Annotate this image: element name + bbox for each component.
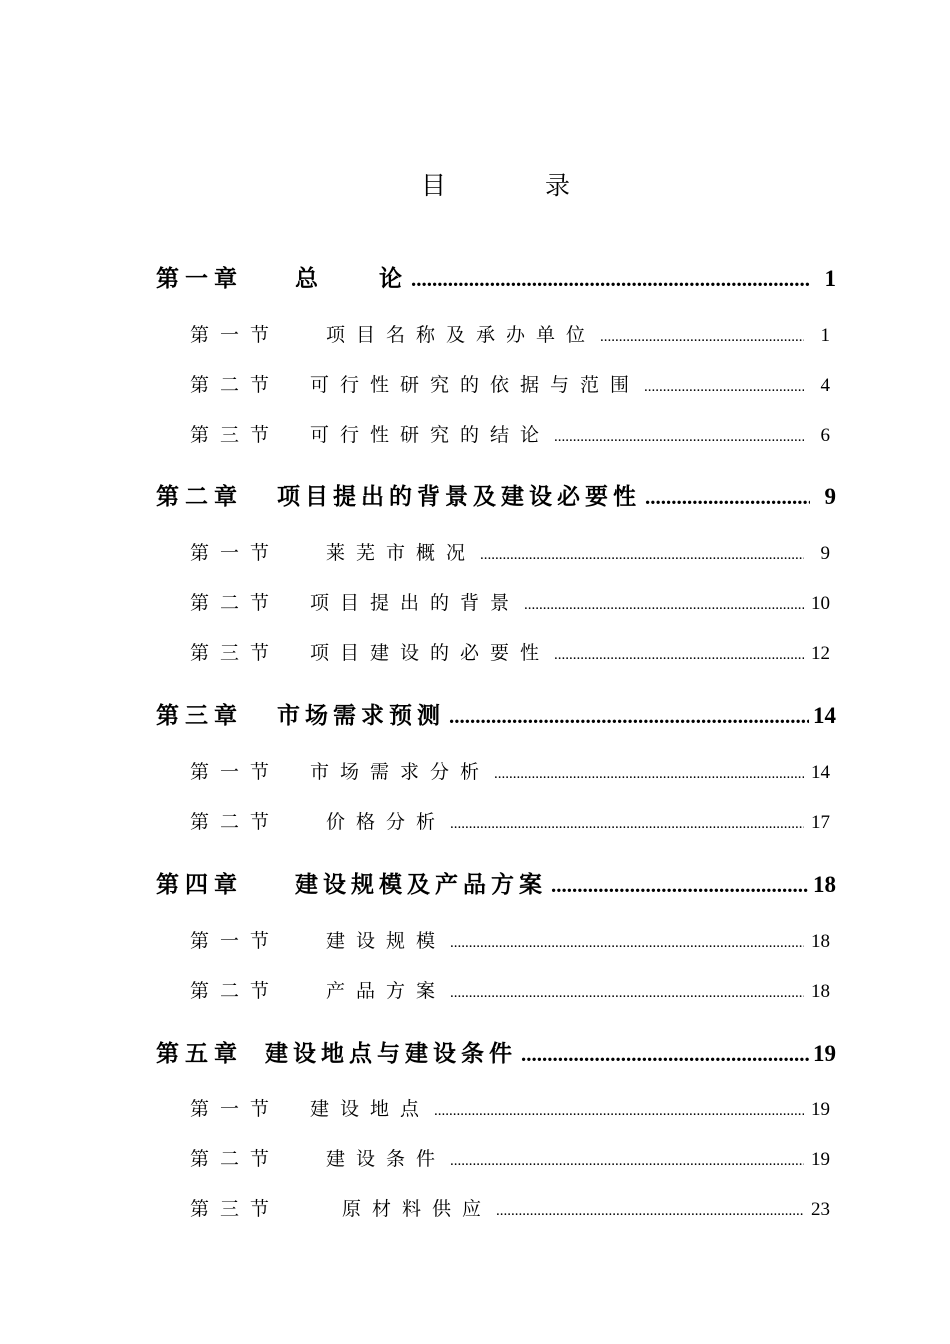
toc-section-2-3[interactable] <box>190 638 830 668</box>
section-number: 第三节 <box>190 424 281 446</box>
chapter-title: 项目提出的背景及建设必要性 <box>277 484 641 510</box>
page-number: 18 <box>813 872 836 897</box>
leader-dots <box>644 379 804 396</box>
section-number: 第一节 <box>190 1098 281 1120</box>
page-number: 19 <box>811 1099 830 1120</box>
leader-dots <box>450 816 804 833</box>
section-number: 第一节 <box>190 761 281 783</box>
section-title: 可行性研究的结论 <box>310 424 551 446</box>
chapter-number: 第四章 <box>156 872 243 898</box>
section-title: 建设条件 <box>326 1148 447 1170</box>
chapter-title: 市场需求预测 <box>277 703 445 729</box>
section-title: 项目名称及承办单位 <box>326 324 597 346</box>
toc-chapter-5[interactable] <box>156 1035 836 1069</box>
section-number: 第三节 <box>190 1198 281 1220</box>
page-number: 14 <box>811 762 830 783</box>
page-number: 12 <box>811 643 830 664</box>
section-title: 市场需求分析 <box>310 761 491 783</box>
leader-dots <box>645 485 810 510</box>
toc-section-1-1[interactable] <box>190 320 830 350</box>
leader-dots <box>494 766 804 783</box>
chapter-title: 总 论 <box>295 266 407 292</box>
toc-chapter-4[interactable] <box>156 866 836 900</box>
toc-section-3-1[interactable] <box>190 757 830 787</box>
section-number: 第二节 <box>190 980 281 1002</box>
toc-section-3-2[interactable] <box>190 807 830 837</box>
toc-title-left: 目 <box>421 171 447 200</box>
toc-section-5-2[interactable] <box>190 1144 830 1174</box>
leader-dots <box>434 1103 804 1120</box>
section-number: 第二节 <box>190 592 281 614</box>
section-title: 莱芜市概况 <box>326 542 477 564</box>
leader-dots <box>411 267 810 292</box>
leader-dots <box>450 985 804 1002</box>
section-number: 第一节 <box>190 324 281 346</box>
page-number: 18 <box>811 981 830 1002</box>
section-number: 第二节 <box>190 811 281 833</box>
page-number: 23 <box>811 1199 830 1220</box>
page-number: 10 <box>811 593 830 614</box>
page-number: 18 <box>811 931 830 952</box>
toc-chapter-1[interactable] <box>156 260 836 294</box>
toc-section-5-1[interactable] <box>190 1094 830 1124</box>
toc-section-4-2[interactable] <box>190 976 830 1006</box>
toc-section-2-2[interactable] <box>190 588 830 618</box>
page-number: 17 <box>811 812 830 833</box>
section-number: 第二节 <box>190 374 281 396</box>
toc-chapter-3[interactable] <box>156 697 836 731</box>
toc-title <box>0 166 950 202</box>
leader-dots <box>480 547 804 564</box>
chapter-title: 建设地点与建设条件 <box>265 1041 517 1067</box>
leader-dots <box>449 704 809 729</box>
toc-chapter-2[interactable] <box>156 478 836 512</box>
section-title: 建设地点 <box>310 1098 431 1120</box>
section-title: 可行性研究的依据与范围 <box>310 374 641 396</box>
chapter-number: 第一章 <box>156 266 243 292</box>
section-number: 第三节 <box>190 642 281 664</box>
page-number: 9 <box>820 543 830 564</box>
leader-dots <box>450 1153 804 1170</box>
section-title: 价格分析 <box>326 811 447 833</box>
chapter-number: 第二章 <box>156 484 243 510</box>
leader-dots <box>496 1203 804 1220</box>
section-title: 产品方案 <box>326 980 447 1002</box>
chapter-number: 第三章 <box>156 703 243 729</box>
leader-dots <box>524 597 804 614</box>
section-number: 第二节 <box>190 1148 281 1170</box>
leader-dots <box>521 1042 809 1067</box>
leader-dots <box>450 935 804 952</box>
section-title: 建设规模 <box>326 930 447 952</box>
page-number: 4 <box>820 375 830 396</box>
toc-title-right: 录 <box>545 171 571 200</box>
toc-section-1-3[interactable] <box>190 420 830 450</box>
section-title: 项目提出的背景 <box>310 592 521 614</box>
page-number: 1 <box>824 266 836 291</box>
leader-dots <box>554 429 804 446</box>
toc-section-5-3[interactable] <box>190 1194 830 1224</box>
page-number: 14 <box>813 703 836 728</box>
toc-section-4-1[interactable] <box>190 926 830 956</box>
section-title: 项目建设的必要性 <box>310 642 551 664</box>
section-title: 原材料供应 <box>342 1198 493 1220</box>
section-number: 第一节 <box>190 542 281 564</box>
leader-dots <box>551 873 809 898</box>
leader-dots <box>600 329 804 346</box>
page-number: 19 <box>811 1149 830 1170</box>
toc-section-1-2[interactable] <box>190 370 830 400</box>
chapter-title: 建设规模及产品方案 <box>295 872 547 898</box>
leader-dots <box>554 647 804 664</box>
page-number: 19 <box>813 1041 836 1066</box>
page-number: 6 <box>820 425 830 446</box>
page-number: 9 <box>824 484 836 509</box>
toc-section-2-1[interactable] <box>190 538 830 568</box>
section-number: 第一节 <box>190 930 281 952</box>
chapter-number: 第五章 <box>156 1041 243 1067</box>
page-number: 1 <box>820 325 830 346</box>
